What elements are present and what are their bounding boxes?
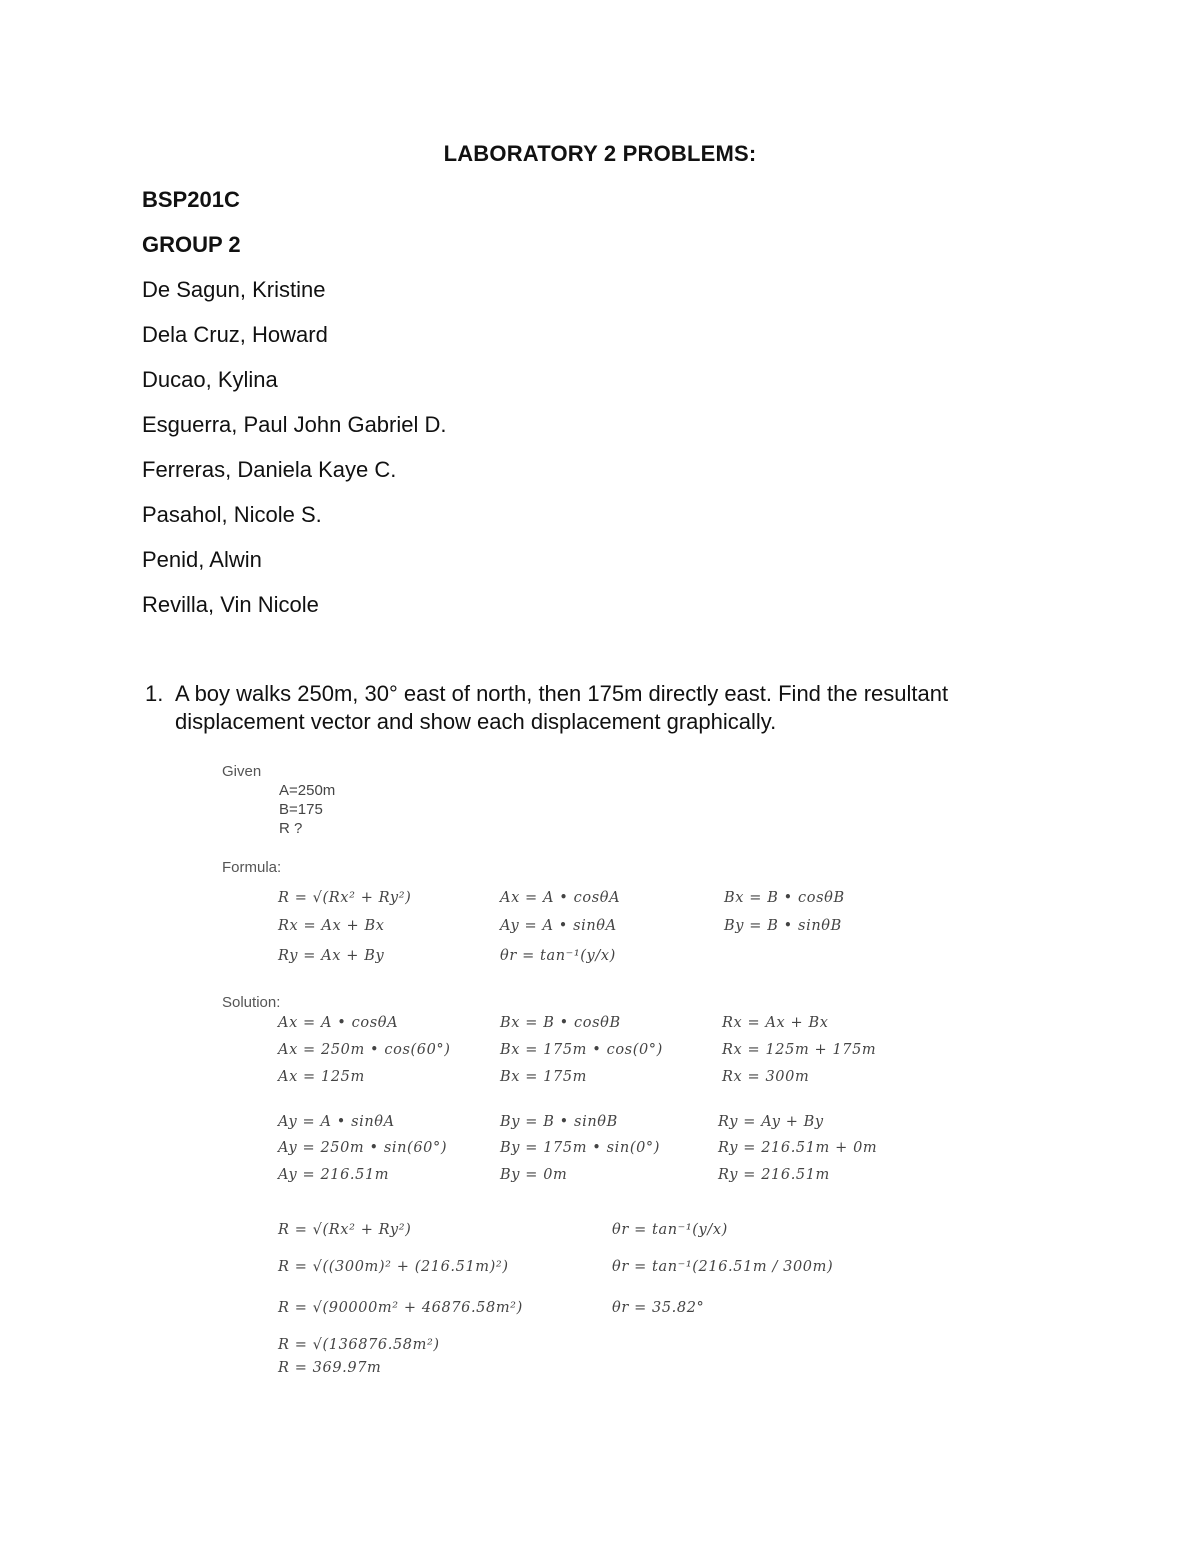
member-name: Ducao, Kylina: [142, 367, 278, 392]
y-component-step: Ry = 216.51m + 0m: [718, 1140, 878, 1156]
angle-step: θr = tan⁻¹(y/x): [612, 1222, 728, 1238]
resultant-step: R = √((300m)² + (216.51m)²): [278, 1259, 509, 1275]
given-value: R ?: [279, 820, 303, 837]
formula: Ry = Ax + By: [278, 948, 385, 964]
resultant-step: R = √(Rx² + Ry²): [278, 1222, 412, 1238]
angle-step: θr = 35.82°: [612, 1300, 705, 1316]
group-label: GROUP 2: [142, 232, 241, 257]
problem-1: [145, 680, 995, 736]
formula: Ax = A • cosθA: [500, 890, 621, 906]
x-component-step: Ax = A • cosθA: [278, 1015, 399, 1031]
y-component-step: Ry = Ay + By: [718, 1114, 824, 1130]
x-component-step: Bx = B • cosθB: [500, 1015, 621, 1031]
formula: Ay = A • sinθA: [500, 918, 617, 934]
member-name: Esguerra, Paul John Gabriel D.: [142, 412, 447, 437]
given-label: Given: [222, 763, 262, 780]
section-code: BSP201C: [142, 187, 240, 212]
formula: θr = tan⁻¹(y/x): [500, 948, 616, 964]
member-name: Penid, Alwin: [142, 547, 262, 572]
y-component-step: By = 0m: [500, 1167, 568, 1183]
y-component-step: Ay = 250m • sin(60°): [278, 1140, 448, 1156]
member-name: Pasahol, Nicole S.: [142, 502, 322, 527]
given-value: B=175: [279, 801, 323, 818]
document-title: LABORATORY 2 PROBLEMS:: [443, 141, 757, 166]
resultant-step: R = √(90000m² + 46876.58m²): [278, 1300, 523, 1316]
problem-text: A boy walks 250m, 30° east of north, then 175m directly east. Find the resultant displacement vector and show each displacement graphically.: [175, 681, 949, 734]
y-component-step: Ay = A • sinθA: [278, 1114, 395, 1130]
solution-label: Solution:: [222, 994, 281, 1011]
x-component-step: Rx = 125m + 175m: [722, 1042, 877, 1058]
x-component-step: Rx = 300m: [722, 1069, 810, 1085]
y-component-step: Ry = 216.51m: [718, 1167, 830, 1183]
formula-label: Formula:: [222, 859, 282, 876]
angle-step: θr = tan⁻¹(216.51m / 300m): [612, 1259, 834, 1275]
resultant-step: R = √(136876.58m²): [278, 1337, 440, 1353]
member-name: Revilla, Vin Nicole: [142, 592, 319, 617]
member-name: Ferreras, Daniela Kaye C.: [142, 457, 397, 482]
formula: R = √(Rx² + Ry²): [278, 890, 412, 906]
x-component-step: Rx = Ax + Bx: [722, 1015, 829, 1031]
x-component-step: Bx = 175m • cos(0°): [500, 1042, 663, 1058]
member-name: Dela Cruz, Howard: [142, 322, 328, 347]
formula: Bx = B • cosθB: [724, 890, 845, 906]
x-component-step: Ax = 125m: [278, 1069, 365, 1085]
x-component-step: Ax = 250m • cos(60°): [278, 1042, 451, 1058]
problem-number: 1.: [145, 681, 164, 706]
member-name: De Sagun, Kristine: [142, 277, 326, 302]
y-component-step: By = B • sinθB: [500, 1114, 618, 1130]
y-component-step: By = 175m • sin(0°): [500, 1140, 661, 1156]
x-component-step: Bx = 175m: [500, 1069, 588, 1085]
given-value: A=250m: [279, 782, 336, 799]
formula: Rx = Ax + Bx: [278, 918, 385, 934]
resultant-step: R = 369.97m: [278, 1360, 382, 1376]
formula: By = B • sinθB: [724, 918, 842, 934]
y-component-step: Ay = 216.51m: [278, 1167, 390, 1183]
